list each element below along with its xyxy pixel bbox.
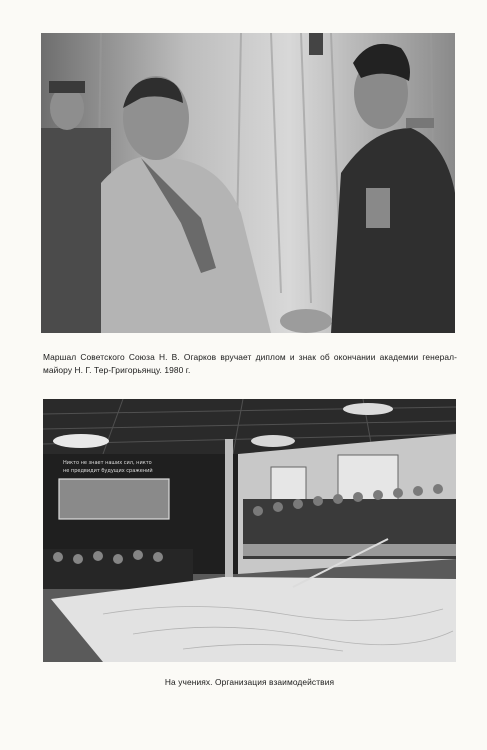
photo-handshake-caption: Маршал Советского Союза Н. В. Огарков вручает диплом и знак об окончании академии генерал-майору Н. Г. Тер-Григорьянцу. 1980 г. [43,352,457,375]
photo-handshake-drawing [41,33,455,333]
board-text-line1: Никто не знает наших сил, никто [63,460,152,466]
photo-exercise-room [43,399,456,662]
photo-handshake [41,33,455,333]
board-text-line2: не предвидит будущих сражений [63,468,153,474]
photo-exercise-room-caption: На учениях. Организация взаимодействия [164,677,335,687]
photo-exercise-room-drawing [43,399,456,662]
